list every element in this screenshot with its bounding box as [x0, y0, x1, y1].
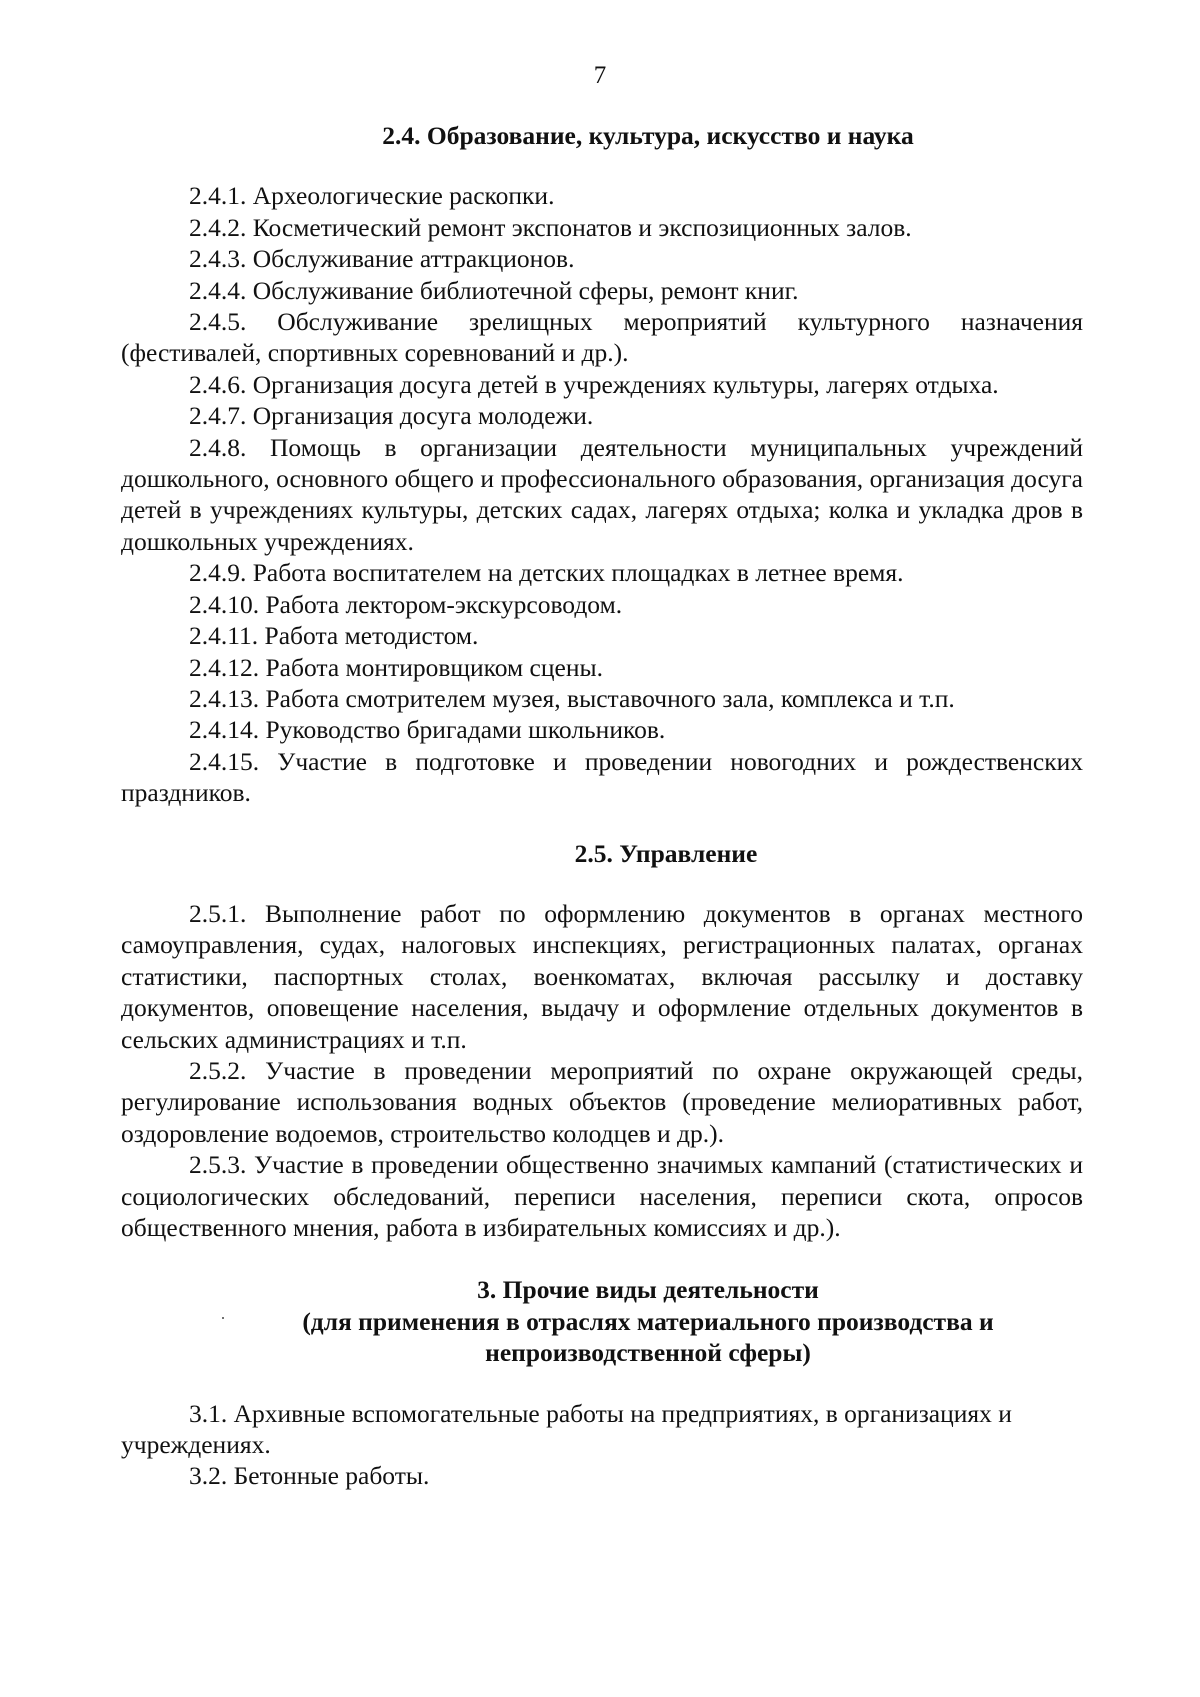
list-item: 2.4.14. Руководство бригадами школьников.	[189, 715, 666, 745]
list-item: 3.1. Архивные вспомогательные работы на предприятиях, в организациях и учреждениях.	[121, 1398, 1012, 1460]
list-item: 2.4.15. Участие в подготовке и проведении новогодних и рождественских праздников.	[121, 746, 1083, 808]
list-item: 2.4.13. Работа смотрителем музея, выставочного зала, комплекса и т.п.	[189, 683, 955, 713]
list-item: 2.5.2. Участие в проведении мероприятий по охране окружающей среды, регулирование использования водных объектов (проведение мелиоративных работ, оздоровление водоемов, строительство колодцев и др.).	[121, 1055, 1083, 1148]
list-item: 2.4.3. Обслуживание аттракционов.	[189, 244, 575, 274]
list-item: 2.4.2. Косметический ремонт экспонатов и экспозиционных залов.	[189, 212, 912, 242]
list-item: 2.4.9. Работа воспитателем на детских площадках в летнее время.	[189, 558, 904, 588]
list-item: 2.4.1. Археологические раскопки.	[189, 181, 555, 211]
list-item: 2.4.8. Помощь в организации деятельности муниципальных учреждений дошкольного, основного общего и профессионального образования, организация досуга детей в учреждениях культуры, детских садах, лагерях отдыха; колка и укладка дров в дошкольных учреждениях.	[121, 432, 1083, 556]
section-heading-3-line: (для применения в отраслях материального производства и	[302, 1306, 994, 1336]
section-heading-2-4: 2.4. Образование, культура, искусство и наука	[382, 121, 914, 150]
page-number: 7	[593, 62, 607, 89]
scan-speck	[222, 1317, 224, 1319]
document-body	[121, 120, 1083, 1492]
list-item: 2.4.4. Обслуживание библиотечной сферы, ремонт книг.	[189, 275, 799, 305]
list-item: 2.4.7. Организация досуга молодежи.	[189, 401, 594, 431]
list-item: 2.4.6. Организация досуга детей в учреждениях культуры, лагерях отдыха.	[189, 369, 999, 399]
list-item: 2.4.12. Работа монтировщиком сцены.	[189, 652, 603, 682]
section-heading-2-5: 2.5. Управление	[574, 838, 758, 868]
section-heading-3-line: 3. Прочие виды деятельности	[477, 1275, 819, 1305]
section-heading-3	[121, 1274, 1083, 1368]
list-item: 2.4.5. Обслуживание зрелищных мероприятий культурного назначения (фестивалей, спортивных соревнований и др.).	[121, 307, 1083, 368]
list-item: 3.2. Бетонные работы.	[189, 1461, 430, 1491]
list-item: 2.5.3. Участие в проведении общественно значимых кампаний (статистических и социологических обследований, переписи населения, переписи скота, опросов общественного мнения, работа в избирательных комиссиях и др.).	[121, 1150, 1083, 1242]
list-item: 2.5.1. Выполнение работ по оформлению документов в органах местного самоуправления, судах, налоговых инспекциях, регистрационных палатах, органах статистики, паспортных столах, военкоматах, включая рассылку и доставку документов, оповещение населения, выдачу и оформление отдельных документов в сельских администрациях и т.п.	[121, 898, 1083, 1054]
list-item: 2.4.11. Работа методистом.	[189, 621, 479, 651]
section-heading-3-line: непроизводственной сферы)	[485, 1338, 811, 1368]
list-item: 2.4.10. Работа лектором-экскурсоводом.	[189, 589, 623, 619]
